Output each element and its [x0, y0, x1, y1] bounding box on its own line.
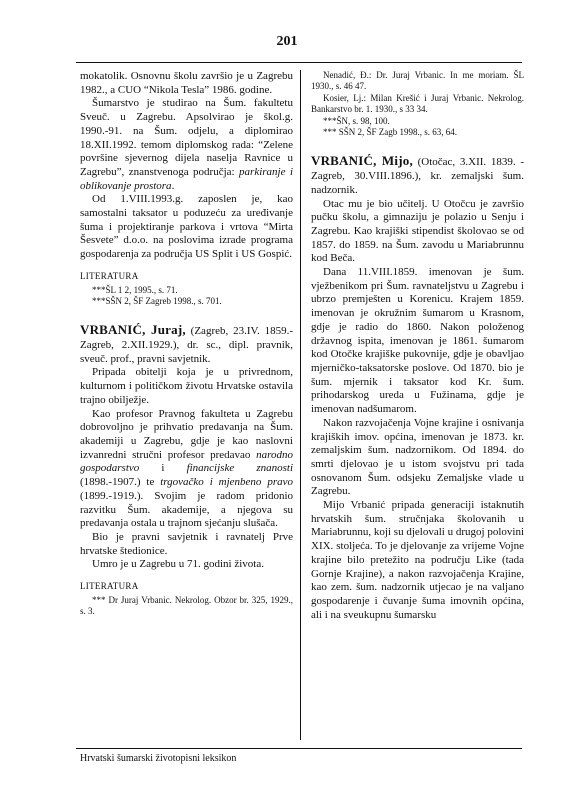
paragraph: Pripada obitelji koja je u privrednom, kulturnom i političkom životu Hrvatske ostavila trajno obilježje. — [80, 366, 293, 406]
left-column — [80, 70, 293, 618]
header-rule — [76, 62, 522, 63]
literature-item: Kosier, Lj.: Milan Krešić i Juraj Vrbanic. Nekrolog. Bankarstvo br. 1. 1930., s 33 34. — [311, 92, 524, 115]
text-run: (1898.-1907.) te — [80, 476, 161, 489]
right-column — [311, 70, 524, 622]
paragraph — [80, 408, 293, 531]
page-number: 201 — [276, 34, 298, 49]
paragraph: Otac mu je bio učitelj. U Otočcu je završio pučku školu, a gimnaziju je polazio u Senju i Zagrebu. Kao krajiški stipendist školovao se od 1857. do 1859. na Šum. zavodu u Mariabrunnu kod Beča. — [311, 197, 524, 265]
paragraph: Od 1.VIII.1993.g. zaposlen je, kao samostalni taksator u poduzeću za uređivanje šuma i projektiranje parkova i vrtova “Mirta Šesvete” d.o.o. na poslovima izrade programa gospodarenja za područja US Split i US Gospić. — [80, 193, 293, 261]
literature-heading: LITERATURA — [80, 581, 139, 592]
column-divider — [300, 70, 301, 740]
paragraph: Bio je pravni savjetnik i ravnatelj Prve hrvatske štedionice. — [80, 530, 293, 557]
literature-item: ***ŠL 1 2, 1995., s. 71. — [92, 284, 178, 295]
paragraph: Dana 11.VIII.1859. imenovan je šum. vježbenikom pri Šum. ravnateljstvu u Zagrebu i ubrzo premješten u Korenicu. Krajem 1859. imenovan je okružnim šumarom u Krasnom, gdje je radio do 1860. Nakon položenog državnog ispita, imenovan je 1861. šumarom kod Otočke krajiške pukovnije, gdje je obavljao mjerničko-taksatorske poslove. Od 1870. bio je šum. mjernik i taksator kod Kr. šum. prihodarskog ureda u Fužinama, gdje je imenovan nadšumarom. — [311, 266, 524, 416]
literature-item: ***ŠN, s. 98, 100. — [323, 115, 390, 126]
running-footer: Hrvatski šumarski životopisni leksikon — [80, 753, 237, 764]
paragraph — [80, 97, 293, 193]
entry-details: (Otočac, 3.XII. 1839. - Zagreb, 30.VIII.1896.), kr. zemaljski šum. nadzornik. — [311, 156, 524, 196]
italic-text: narodno gospodarstvo — [80, 448, 293, 475]
entry-name: VRBANIĆ, Mijo, — [311, 153, 413, 169]
paragraph: Umro je u Zagrebu u 71. godini života. — [92, 558, 264, 571]
paragraph: Mijo Vrbanić pripada generaciji istaknutih hrvatskih šum. stručnjaka školovanih u Mariabrunnu, koji su djelovali u drugoj polovini XIX. stoljeća. To je djelovanje za vrijeme Vojne krajine bilo pretežito na području Like (tada Gornje Krajine), a nakon razvojačenja Krajine, kao zem. šum. nadzornik utjecao je na valjano gospodarenje i čuvanje šuma imovnih općina, ali i na sveukupnu šumarsku — [311, 499, 524, 621]
literature-item: *** SŠN 2, ŠF Zagb 1998., s. 63, 64. — [323, 127, 458, 138]
literature-item: *** Dr Juraj Vrbanic. Nekrolog. Obzor br. 325, 1929., s. 3. — [80, 594, 293, 617]
text-run: i — [139, 462, 187, 475]
entry-heading — [80, 323, 293, 366]
footer-rule — [76, 748, 522, 749]
text-run: . — [171, 179, 175, 192]
text-run: Kao profesor Pravnog fakulteta u Zagrebu dobrovoljno je prihvatio predavanja na Šum. akademiji u Zagrebu, gdje je kao naslovni izvanredni stručni profesor predavao — [80, 407, 293, 461]
italic-text: trgovačko i mjenbeno pravo — [160, 476, 293, 489]
entry-name: VRBANIĆ, Juraj, — [80, 322, 186, 338]
literature-item: Nenadić, Đ.: Dr. Juraj Vrbanic. In me moriam. ŠL 1930., s. 46 47. — [311, 70, 524, 92]
text-run: Šumarstvo je studirao na Šum. fakultetu Sveuč. u Zagrebu. Apsolvirao je škol.g. 1990.-91. na Šum. odjelu, a diplomirao 18.XII.1992. temom diplomskog rada: “Zelene površine sjevernog dijela naselja Ravnice u Zagrebu”, znanstvenoga područja: — [80, 97, 293, 178]
entry-heading — [311, 154, 524, 197]
italic-text: parkiranje i oblikovanje prostora — [80, 165, 293, 192]
paragraph: Nakon razvojačenja Vojne krajine i osnivanja krajiških imov. općina, imenovan je 1873. kr. zemaljskim šum. nadzornikom. Od 1894. do smrti djelovao je u istom svojstvu pri tada osnovanom Šum. odsjeku Zemaljske vlade u Zagrebu. — [311, 416, 524, 498]
text-run: (1899.-1919.). Svojim je radom pridonio razvitku Šum. akademije, a njegova su predavanja ostala u trajnom sjećanju slušača. — [80, 489, 293, 530]
paragraph: mokatolik. Osnovnu školu završio je u Zagrebu 1982., a CUO “Nikola Tesla” 1986. godine. — [80, 70, 293, 96]
italic-text: financijske znanosti — [186, 462, 293, 475]
entry-details: (Zagreb, 23.IV. 1859.- Zagreb, 2.XII.1929.), dr. sc., dipl. pravnik, sveuč. prof., pravni savjetnik. — [80, 325, 294, 365]
literature-heading: LITERATURA — [80, 270, 139, 281]
literature-item: ***SŠN 2, ŠF Zagreb 1998., s. 701. — [92, 295, 222, 306]
